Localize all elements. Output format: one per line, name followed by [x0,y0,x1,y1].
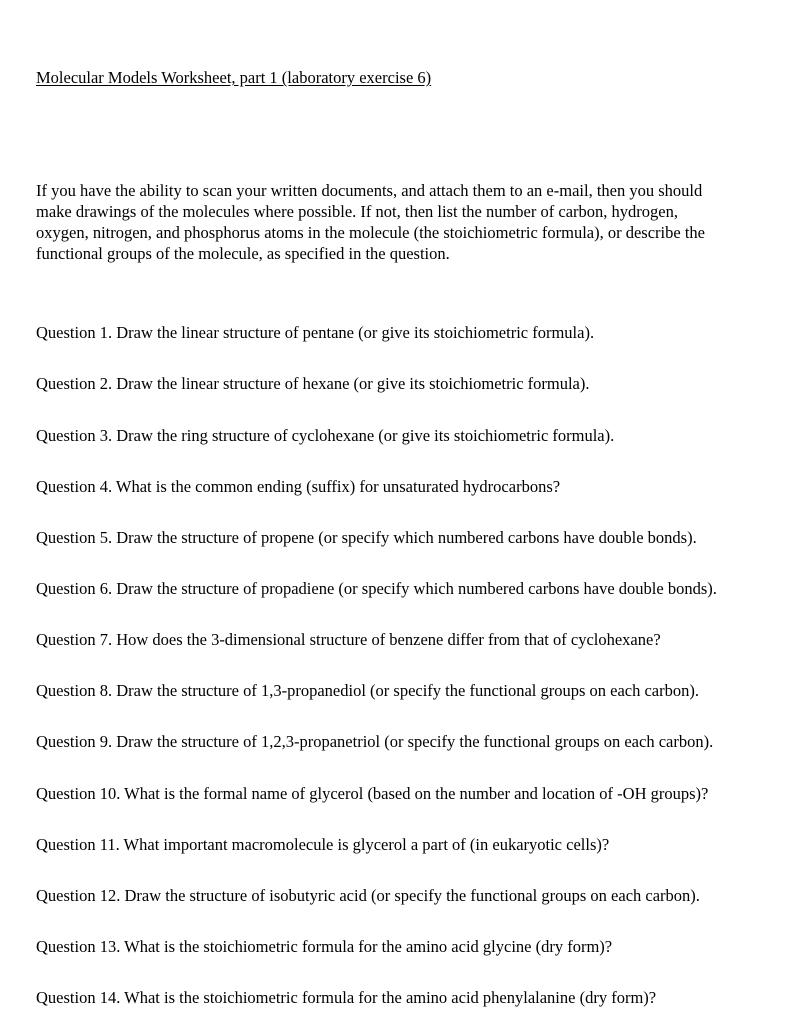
question-14: Question 14. What is the stoichiometric formula for the amino acid phenylalanine (dry form)? [36,988,657,1007]
question-1: Question 1. Draw the linear structure of pentane (or give its stoichiometric formula). [36,323,595,342]
question-9: Question 9. Draw the structure of 1,2,3-propanetriol (or specify the functional groups on each carbon). [36,732,714,751]
instructions-line: If you have the ability to scan your written documents, and attach them to an e-mail, then you should [36,181,703,200]
question-13: Question 13. What is the stoichiometric formula for the amino acid glycine (dry form)? [36,937,613,956]
question-2: Question 2. Draw the linear structure of hexane (or give its stoichiometric formula). [36,374,590,393]
instructions-line: make drawings of the molecules where possible. If not, then list the number of carbon, hydrogen, [36,202,678,221]
question-5: Question 5. Draw the structure of propene (or specify which numbered carbons have double bonds). [36,528,697,547]
question-12: Question 12. Draw the structure of isobutyric acid (or specify the functional groups on each carbon). [36,886,700,905]
instructions-line: oxygen, nitrogen, and phosphorus atoms in the molecule (the stoichiometric formula), or describe the [36,223,705,242]
question-4: Question 4. What is the common ending (suffix) for unsaturated hydrocarbons? [36,477,561,496]
question-6: Question 6. Draw the structure of propadiene (or specify which numbered carbons have double bonds). [36,579,717,598]
question-11: Question 11. What important macromolecule is glycerol a part of (in eukaryotic cells)? [36,835,610,854]
instructions-line: functional groups of the molecule, as specified in the question. [36,244,450,263]
question-7: Question 7. How does the 3-dimensional structure of benzene differ from that of cyclohexane? [36,630,661,649]
question-10: Question 10. What is the formal name of glycerol (based on the number and location of -OH groups)? [36,784,709,803]
document-title: Molecular Models Worksheet, part 1 (laboratory exercise 6) [36,68,432,87]
question-8: Question 8. Draw the structure of 1,3-propanediol (or specify the functional groups on each carbon). [36,681,699,700]
instructions-paragraph [36,180,766,264]
question-3: Question 3. Draw the ring structure of cyclohexane (or give its stoichiometric formula). [36,426,615,445]
